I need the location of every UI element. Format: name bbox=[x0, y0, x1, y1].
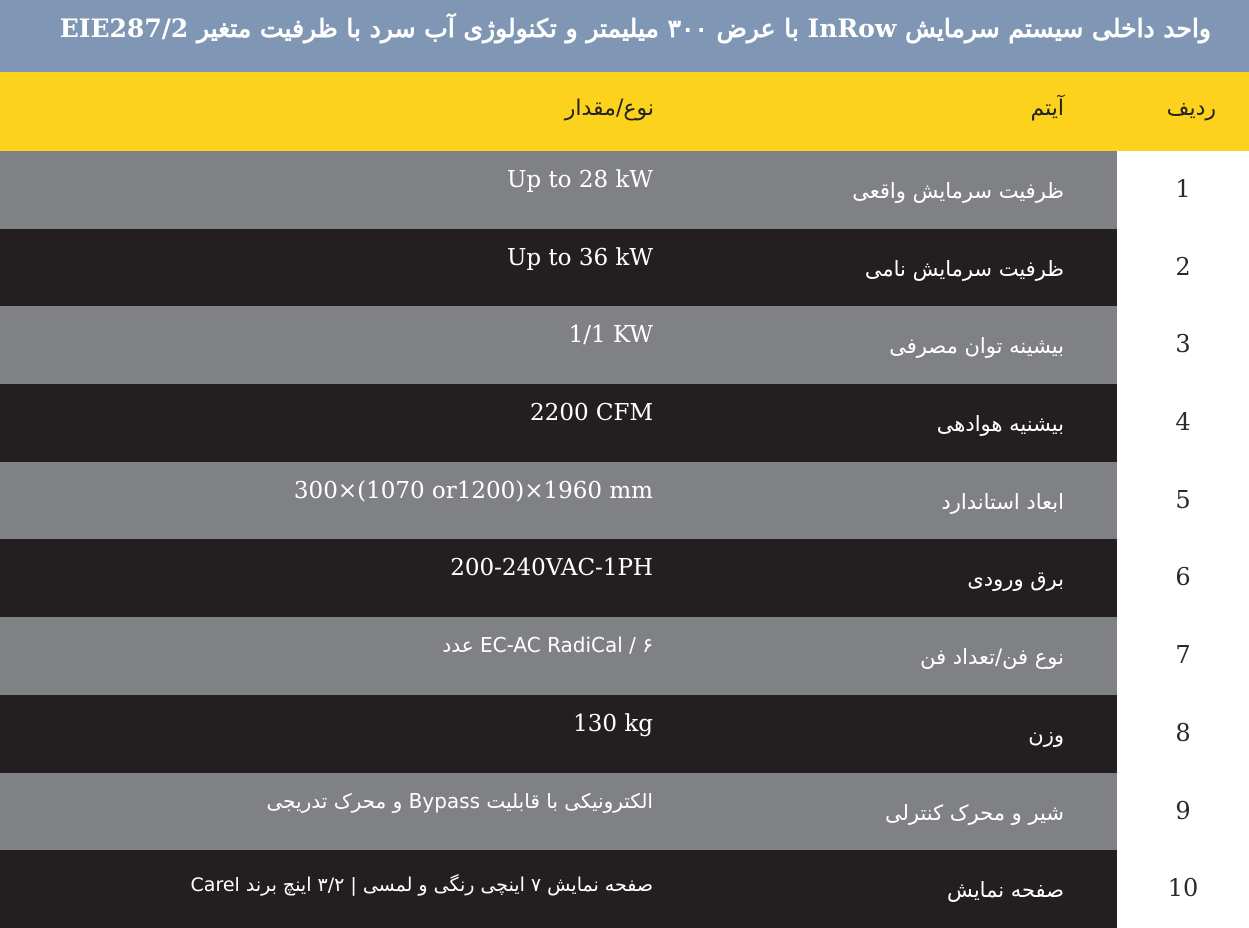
row-number: 6 bbox=[1117, 539, 1249, 617]
row-number: 8 bbox=[1117, 695, 1249, 773]
row-value: 130 kg bbox=[573, 710, 653, 737]
row-value: Up to 36 kW bbox=[507, 244, 653, 271]
title-bar bbox=[0, 0, 1249, 72]
row-number: 2 bbox=[1117, 229, 1249, 307]
table-header bbox=[0, 72, 1249, 151]
table-row bbox=[0, 151, 1249, 229]
row-value: Up to 28 kW bbox=[507, 167, 653, 193]
table-row bbox=[0, 384, 1249, 462]
row-value: EC-AC RadiCal / ۶ عدد bbox=[442, 633, 653, 658]
table-row bbox=[0, 539, 1249, 617]
table-row bbox=[0, 229, 1249, 307]
row-number: 1 bbox=[1117, 151, 1249, 229]
header-value: نوع/مقدار bbox=[564, 96, 654, 121]
table-row bbox=[0, 462, 1249, 540]
row-number: 4 bbox=[1117, 384, 1249, 462]
row-value: 300×(1070 or1200)×1960 mm bbox=[293, 477, 653, 504]
row-number: 5 bbox=[1117, 462, 1249, 540]
row-number: 7 bbox=[1117, 617, 1249, 695]
row-item: برق ورودی bbox=[967, 567, 1064, 592]
table-row bbox=[0, 306, 1249, 384]
row-item: صفحه نمایش bbox=[947, 878, 1064, 903]
header-item: آیتم bbox=[1030, 96, 1064, 121]
table-row bbox=[0, 617, 1249, 695]
row-background bbox=[0, 695, 1117, 773]
row-item: بیشینه توان مصرفی bbox=[889, 334, 1064, 359]
row-item: ظرفیت سرمایش واقعی bbox=[852, 179, 1064, 203]
row-value: 200-240VAC-1PH bbox=[450, 555, 653, 582]
row-number: 10 bbox=[1117, 850, 1249, 928]
row-item: بیشنیه هوادهی bbox=[936, 412, 1064, 437]
row-number: 3 bbox=[1117, 306, 1249, 384]
page-title: واحد داخلی سیستم سرمایش InRow با عرض ۳۰۰ میلیمتر و تکنولوژی آب سرد با ظرفیت متغیر EIE287/2 bbox=[59, 14, 1211, 43]
row-item: وزن bbox=[1028, 722, 1064, 747]
row-item: ابعاد استاندارد bbox=[941, 489, 1064, 514]
row-item: نوع فن/تعداد فن bbox=[920, 645, 1064, 670]
row-number: 9 bbox=[1117, 773, 1249, 851]
row-value: 2200 CFM bbox=[530, 400, 653, 427]
row-value: 1/1 KW bbox=[568, 322, 653, 349]
row-item: ظرفیت سرمایش نامی bbox=[864, 256, 1064, 281]
row-value: صفحه نمایش ۷ اینچی رنگی و لمسی | ۳/۲ اینچ برند Carel bbox=[190, 874, 653, 897]
table-row bbox=[0, 850, 1249, 928]
table-row bbox=[0, 773, 1249, 851]
row-item: شیر و محرک کنترلی bbox=[884, 800, 1064, 825]
table-row bbox=[0, 695, 1249, 773]
table-body bbox=[0, 151, 1249, 928]
row-value: الکترونیکی با قابلیت Bypass و محرک تدریجی bbox=[266, 788, 653, 813]
header-row-number: ردیف bbox=[1166, 96, 1216, 121]
